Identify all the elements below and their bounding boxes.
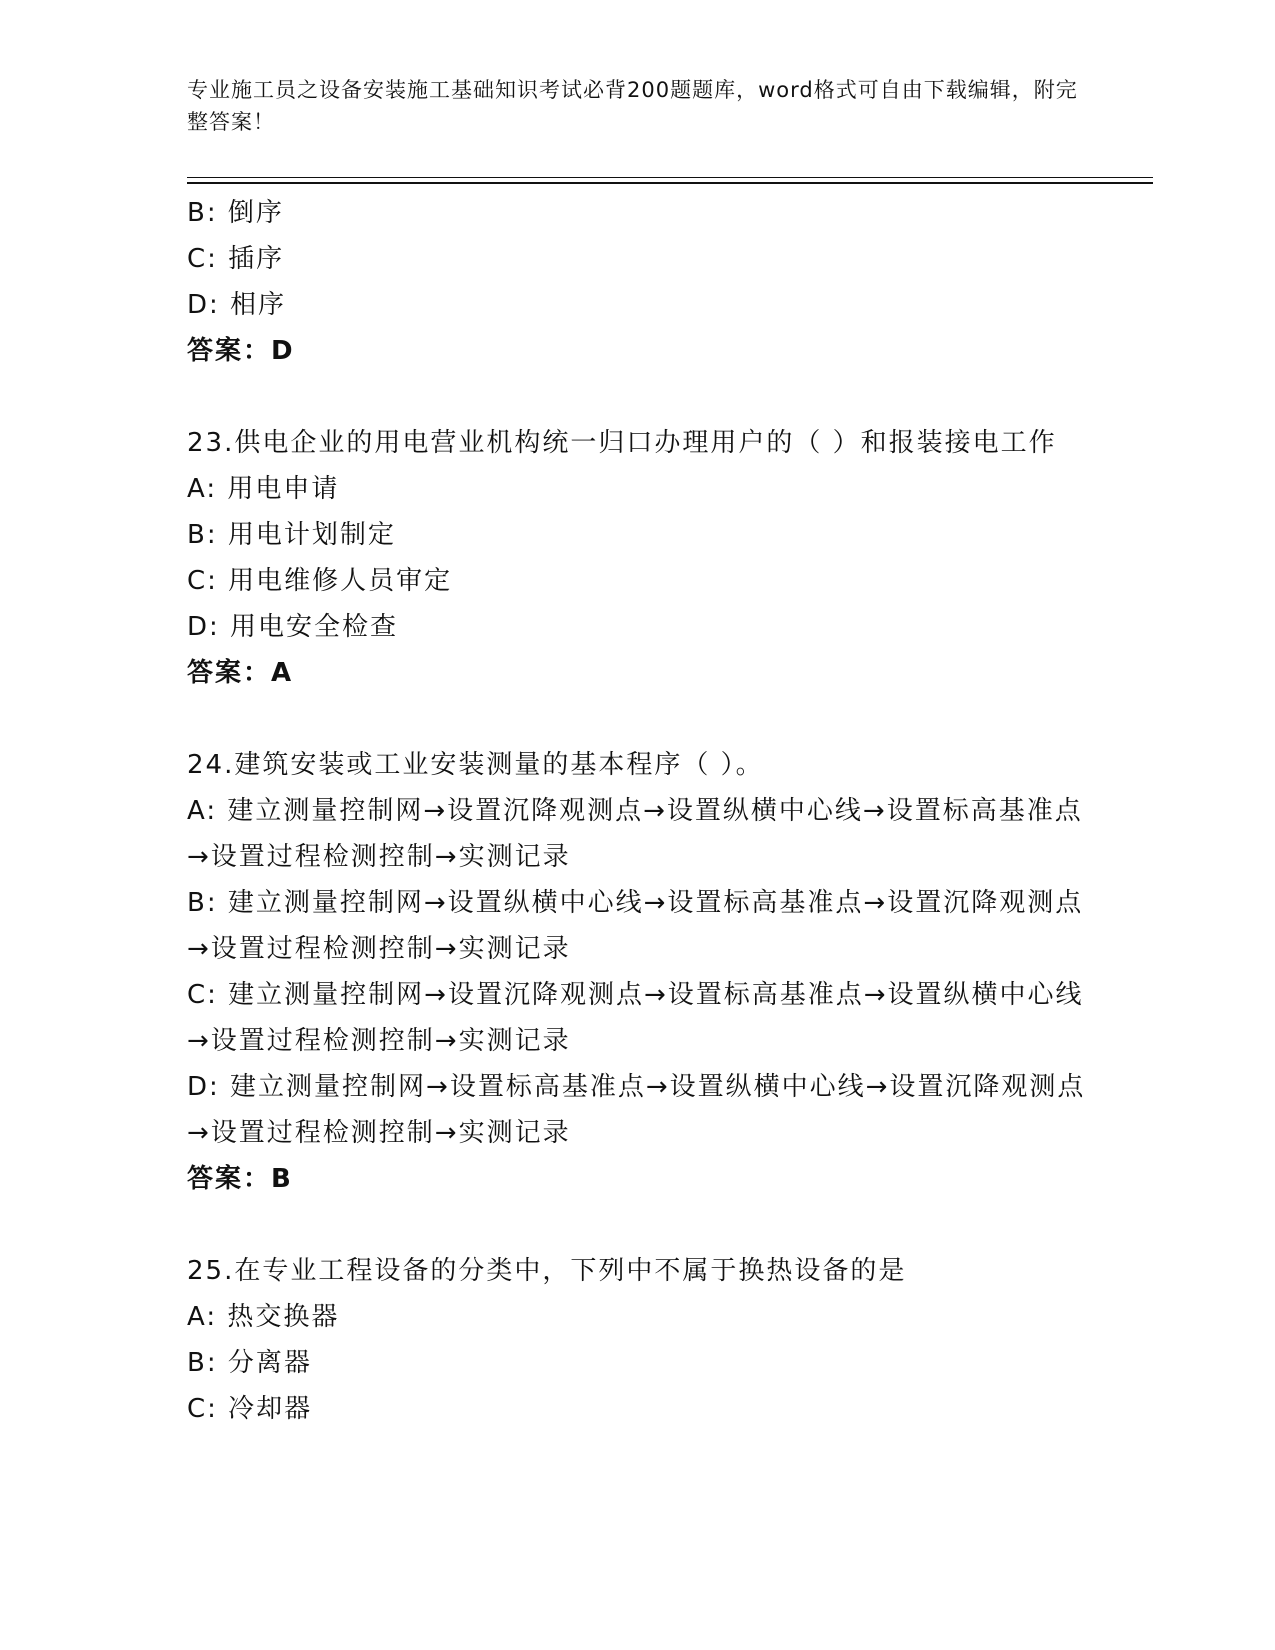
q23-answer: 答案：A bbox=[187, 658, 294, 688]
spacer bbox=[187, 696, 1087, 742]
spacer bbox=[187, 1202, 1087, 1248]
q24-question: 24.建筑安装或工业安装测量的基本程序（ ）。 bbox=[187, 750, 764, 780]
q24-answer: 答案：B bbox=[187, 1164, 293, 1194]
header-divider-thin bbox=[187, 177, 1153, 178]
q22-option-b: B: 倒序 bbox=[187, 198, 284, 228]
spacer bbox=[187, 374, 1087, 420]
q24-option-a: A: 建立测量控制网→设置沉降观测点→设置纵横中心线→设置标高基准点→设置过程检测控制→实测记录 bbox=[187, 796, 1083, 872]
q22-option-d: D: 相序 bbox=[187, 290, 287, 320]
document-header: 专业施工员之设备安装施工基础知识考试必背200题题库，word格式可自由下载编辑，附完整答案！ bbox=[187, 78, 1078, 134]
q22-option-c: C: 插序 bbox=[187, 244, 285, 274]
q25-question: 25.在专业工程设备的分类中，下列中不属于换热设备的是 bbox=[187, 1256, 907, 1286]
q24-option-c: C: 建立测量控制网→设置沉降观测点→设置标高基准点→设置纵横中心线→设置过程检测控制→实测记录 bbox=[187, 980, 1084, 1056]
q23-option-a: A: 用电申请 bbox=[187, 474, 340, 504]
question-list bbox=[187, 190, 1087, 1432]
q24-option-b: B: 建立测量控制网→设置纵横中心线→设置标高基准点→设置沉降观测点→设置过程检测控制→实测记录 bbox=[187, 888, 1084, 964]
header-divider-thick bbox=[187, 182, 1153, 184]
q24-option-d: D: 建立测量控制网→设置标高基准点→设置纵横中心线→设置沉降观测点→设置过程检测控制→实测记录 bbox=[187, 1072, 1086, 1148]
q25-option-a: A: 热交换器 bbox=[187, 1302, 340, 1332]
q23-option-b: B: 用电计划制定 bbox=[187, 520, 396, 550]
q23-option-c: C: 用电维修人员审定 bbox=[187, 566, 453, 596]
q22-answer: 答案：D bbox=[187, 336, 295, 366]
q23-question: 23.供电企业的用电营业机构统一归口办理用户的（ ）和报装接电工作 bbox=[187, 428, 1057, 458]
q23-option-d: D: 用电安全检查 bbox=[187, 612, 399, 642]
q25-option-b: B: 分离器 bbox=[187, 1348, 312, 1378]
q25-option-c: C: 冷却器 bbox=[187, 1394, 313, 1424]
